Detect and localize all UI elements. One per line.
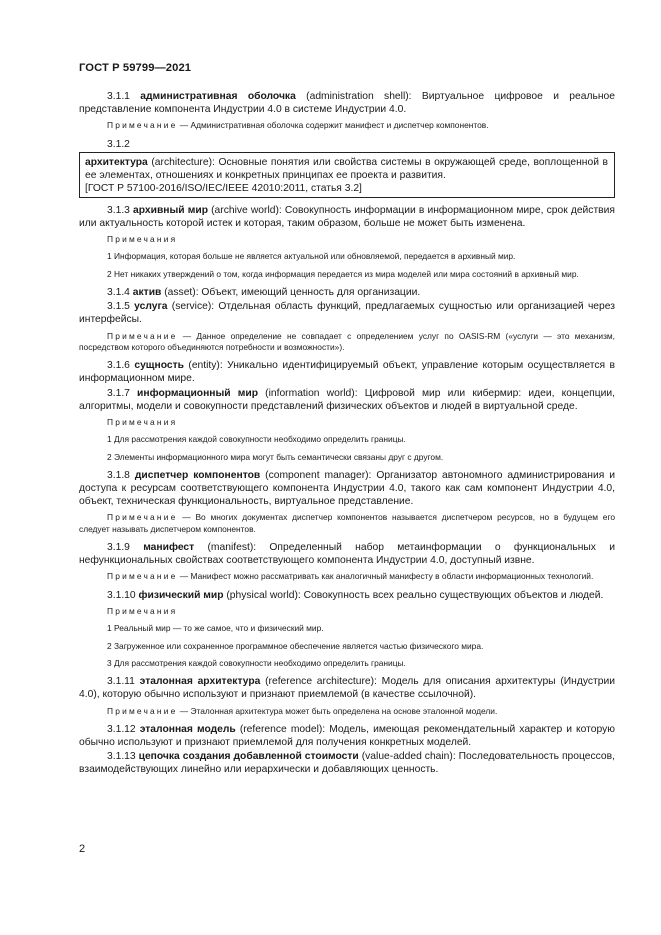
term-3-1-10: 3.1.10 физический мир (physical world): Совокупность всех реально существующих объектов и людей. (107, 589, 604, 601)
standard-header: ГОСТ Р 59799—2021 (79, 62, 192, 74)
term-3-1-2-source: [ГОСТ Р 57100-2016/ISO/IEC/IEEE 42010:2011, статья 3.2] (85, 182, 362, 194)
note-3-1-9: Примечание — Манифест можно рассматривать как аналогичный манифесту в области информационных технологий. (107, 571, 594, 582)
term-3-1-7: 3.1.7 информационный мир (information world): Цифровой мир или кибермир: идеи, концепции, алгоритмы, модели и совокупности представлений физических объектов и людей в виртуальной среде. (79, 387, 615, 412)
note-item: 1 Реальный мир — то же самое, что и физический мир. (107, 623, 324, 634)
notes-heading: Примечания (107, 416, 178, 427)
note-3-1-1: Примечание — Административная оболочка содержит манифест и диспетчер компонентов. (107, 120, 489, 131)
term-3-1-2: архитектура (architecture): Основные понятия или свойства системы в окружающей среде, воплощенной в ее элементах, отношениях и конкретных принципах ее проекта и развития. (85, 156, 608, 181)
term-3-1-13: 3.1.13 цепочка создания добавленной стоимости (value-added chain): Последовательность процессов, взаимодействующих линейно или иерархически и добавляющих ценность. (79, 751, 615, 776)
note-3-1-5: Примечание — Данное определение не совпадает с определением услуг по OASIS-RM («услуги — это механизм, посредством которого объединяются потребности и возможности»). (79, 330, 615, 352)
note-item: 2 Элементы информационного мира могут быть семантически связаны друг с другом. (107, 451, 444, 462)
term-3-1-5: 3.1.5 услуга (service): Отдельная область функций, предлагаемых сущностью или организацией через интерфейсы. (79, 301, 615, 326)
term-3-1-1: 3.1.1 административная оболочка (administration shell): Виртуальное цифровое и реальное представление компонента Индустрии 4.0 в системе Индустрии 4.0. (79, 91, 615, 116)
note-item: 3 Для рассмотрения каждой совокупности необходимо определить границы. (107, 657, 406, 668)
terms-section (79, 90, 615, 780)
note-3-1-11: Примечание — Эталонная архитектура может быть определена на основе эталонной модели. (107, 705, 498, 716)
note-item: 2 Нет никаких утверждений о том, когда информация передается из мира моделей или мира состояний в архивный мир. (107, 268, 579, 279)
page-number: 2 (79, 843, 86, 855)
note-item: 1 Информация, которая больше не является актуальной или обновляемой, передается в архивный мир. (107, 251, 516, 262)
note-3-1-8: Примечание — Во многих документах диспетчер компонентов называется диспетчером ресурсов, но в будущем его следует называть диспетчером компонентов. (79, 512, 615, 534)
term-3-1-3: 3.1.3 архивный мир (archive world): Совокупность информации в информационном мире, срок действия или актуальность которой истек и которая, таким образом, больше не может быть изменена. (79, 204, 615, 229)
notes-heading: Примечания (107, 234, 178, 245)
term-3-1-12: 3.1.12 эталонная модель (reference model): Модель, имеющая рекомендательный характер и которую обычно используют и признают приемлемой для получения конкретных моделей. (79, 723, 615, 749)
term-3-1-2-box (79, 152, 615, 198)
note-item: 1 Для рассмотрения каждой совокупности необходимо определить границы. (107, 434, 406, 445)
term-3-1-11: 3.1.11 эталонная архитектура (reference architecture): Модель для описания архитектуры (Индустрии 4.0), которую обычно используют и признают приемлемой (в качестве ссылочной). (79, 676, 615, 701)
term-3-1-2-number: 3.1.2 (107, 138, 130, 150)
notes-heading: Примечания (107, 605, 178, 616)
note-item: 2 Загруженное или сохраненное программное обеспечение является частью физического мира. (107, 640, 484, 651)
term-3-1-4: 3.1.4 актив (asset): Объект, имеющий ценность для организации. (107, 287, 421, 299)
term-3-1-6: 3.1.6 сущность (entity): Уникально идентифицируемый объект, управление которым осуществляется в информационном мире. (79, 360, 615, 385)
term-3-1-9: 3.1.9 манифест (manifest): Определенный набор метаинформации о функциональных и нефункциональных свойствах соответствующего компонента Индустрии 4.0, доступный извне. (79, 542, 615, 567)
term-3-1-8: 3.1.8 диспетчер компонентов (component manager): Организатор автономного администрирования и доступа к ресурсам соответствующего компонента Индустрии 4.0, такого как сам компонент Индустрии 4.0, объект, техническая функциональность, виртуальное представление. (79, 469, 615, 508)
